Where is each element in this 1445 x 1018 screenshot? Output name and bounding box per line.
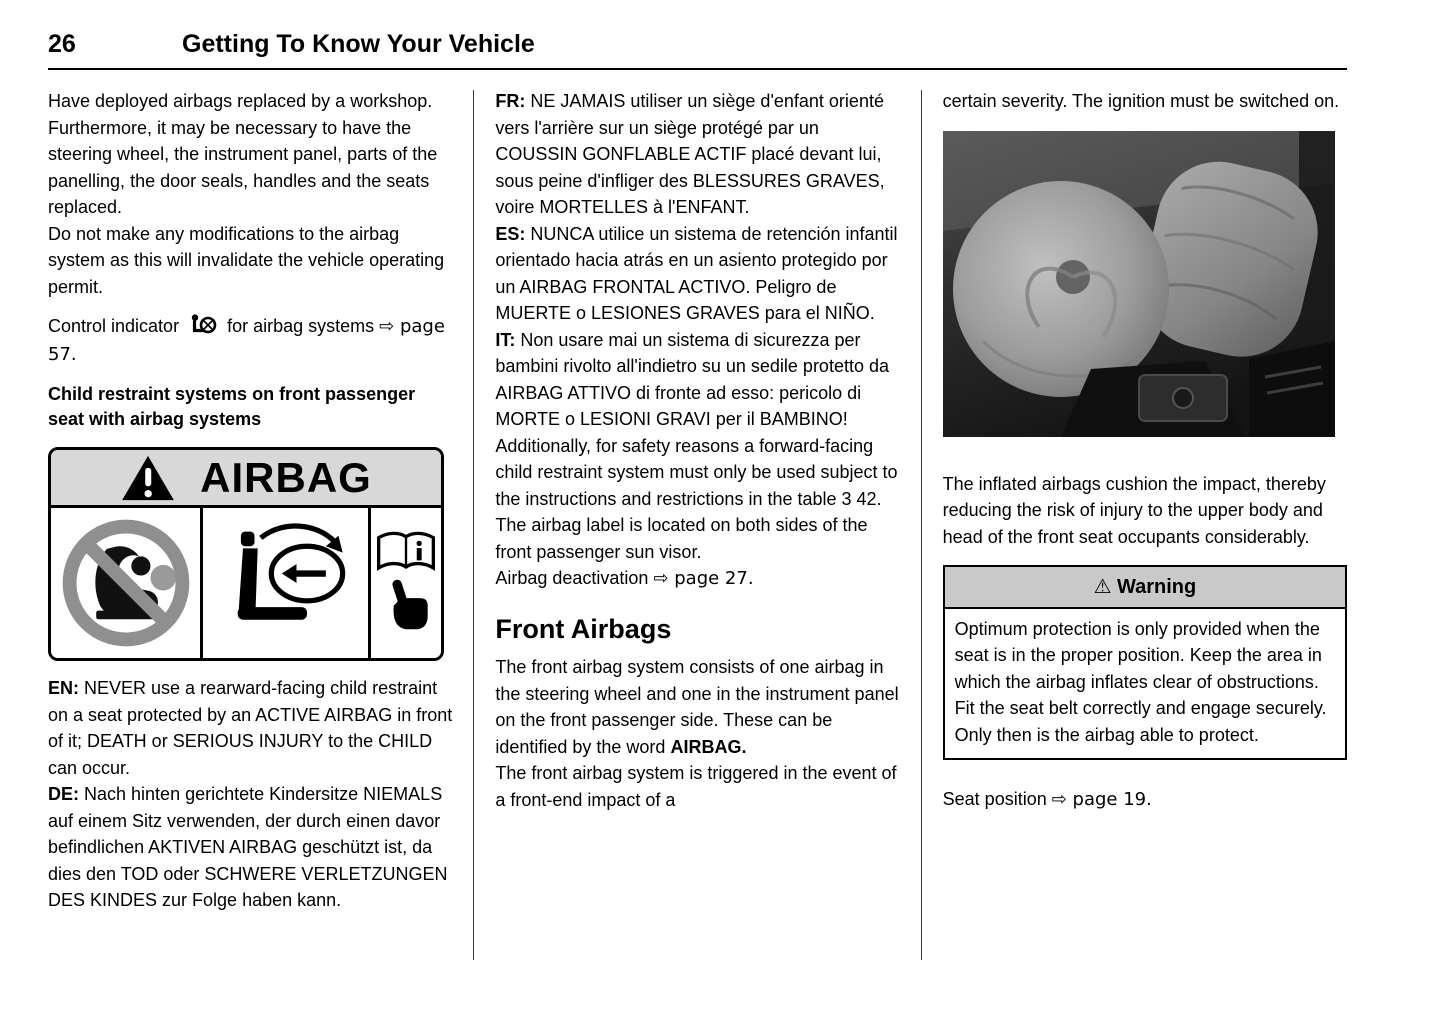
airbag-label-header <box>51 450 441 508</box>
no-rearward-child-seat-icon <box>60 517 192 649</box>
content-columns <box>48 88 1347 988</box>
airbag-indicator-icon <box>188 313 218 337</box>
warning-box-body: Optimum protection is only provided when the seat is in the proper position. Keep the area in which the airbag inflates clear of obstructions. Fit the seat belt correctly and engage securely. Only then is the airbag able to protect. <box>945 609 1345 759</box>
airbag-deployment-icon <box>212 519 360 647</box>
section-heading: Child restraint systems on front passenger seat with airbag systems <box>48 384 416 429</box>
column-1 <box>48 88 452 988</box>
paragraph-inflated-airbags: The inflated airbags cushion the impact, thereby reducing the risk of injury to the upper body and head of the front seat occupants considerably. <box>942 473 1326 547</box>
warning-triangle-icon <box>120 454 176 502</box>
warning-box <box>943 565 1347 760</box>
paragraph-continuation: certain severity. The ignition must be switched on. <box>942 91 1340 111</box>
paragraph-front-airbag-trigger: The front airbag system is triggered in the event of a front-end impact of a <box>495 763 897 810</box>
paragraph-no-modifications: Do not make any modifications to the airbag system as this will invalidate the vehicle operating permit. <box>48 223 445 297</box>
column-divider <box>921 90 922 960</box>
page-header <box>48 30 1347 59</box>
airbag-deactivation-line: Airbag deactivation ⇨ page 27. <box>495 568 754 589</box>
pictogram-cell <box>371 508 441 658</box>
page-reference: ⇨ page 27. <box>653 568 754 589</box>
page-reference: ⇨ page 57. <box>48 316 445 365</box>
airbag-warning-label <box>48 447 444 661</box>
paragraph-label-location: The airbag label is located on both sides of the front passenger sun visor. <box>495 515 868 562</box>
paragraph-front-airbag-system: The front airbag system consists of one airbag in the steering wheel and one in the instrument panel on the front passenger side. These can be identified by the word AIRBAG. <box>495 657 899 757</box>
airbag-label-title: AIRBAG <box>200 453 372 501</box>
column-3 <box>943 88 1347 988</box>
deployed-front-airbags-photo <box>943 131 1335 437</box>
airbag-label-pictograms <box>51 508 441 658</box>
page-number: 26 <box>48 30 76 58</box>
multilingual-warning-es: ES: NUNCA utilice un sistema de retención infantil orientado hacia atrás en un asiento protegido por un AIRBAG FRONTAL ACTIVO. Peligro de MUERTE o LESIONES GRAVES para el NIÑO. <box>495 223 898 323</box>
owner-manual-reference-icon <box>373 520 439 646</box>
front-airbags-heading: Front Airbags <box>495 613 672 644</box>
column-2 <box>495 88 899 988</box>
column-divider <box>473 90 474 960</box>
page-reference: ⇨ page 19. <box>1051 789 1152 810</box>
pictogram-cell <box>51 508 203 658</box>
warning-box-title: Warning <box>1116 576 1197 598</box>
page-title: Getting To Know Your Vehicle <box>182 30 535 58</box>
seat-position-line: Seat position ⇨ page 19. <box>942 789 1152 810</box>
pictogram-cell <box>203 508 371 658</box>
multilingual-warning-fr: FR: NE JAMAIS utiliser un siège d'enfant orienté vers l'arrière sur un siège protégé par un COUSSIN GONFLABLE ACTIF placé devant lui, sous peine d'infliger des BLESSURES GRAVES, voire MORTELLES à l'ENFANT. <box>495 91 885 217</box>
header-divider <box>48 68 1347 70</box>
control-indicator-line: Control indicator for airbag systems ⇨ page 57. <box>48 313 452 368</box>
paragraph-replace-airbags: Have deployed airbags replaced by a workshop. Furthermore, it may be necessary to have the steering wheel, the instrument panel, parts of the panelling, the door seals, handles and the seats replaced. <box>48 91 438 217</box>
multilingual-warning-de: DE: Nach hinten gerichtete Kindersitze NIEMALS auf einem Sitz verwenden, der durch einen davor befindlichen AKTIVEN AIRBAG geschützt ist, da dies den TOD oder SCHWERE VERLETZUNGEN DES KINDES zur Folge haben kann. <box>48 784 448 910</box>
warning-triangle-icon: ⚠ <box>1093 574 1112 598</box>
multilingual-warning-it: IT: Non usare mai un sistema di sicurezza per bambini rivolto all'indietro su un sedile protetto da AIRBAG ATTIVO di fronte ad esso: pericolo di MORTE o LESIONI GRAVI per il BAMBINO! <box>495 329 889 429</box>
paragraph-additionally: Additionally, for safety reasons a forward-facing child restraint system must only be used subject to the instructions and restrictions in the table 3 42. <box>495 435 898 509</box>
multilingual-warning-en: EN: NEVER use a rearward-facing child restraint on a seat protected by an ACTIVE AIRBAG in front of it; DEATH or SERIOUS INJURY to the CHILD can occur. <box>48 678 453 778</box>
warning-box-header <box>945 567 1345 609</box>
